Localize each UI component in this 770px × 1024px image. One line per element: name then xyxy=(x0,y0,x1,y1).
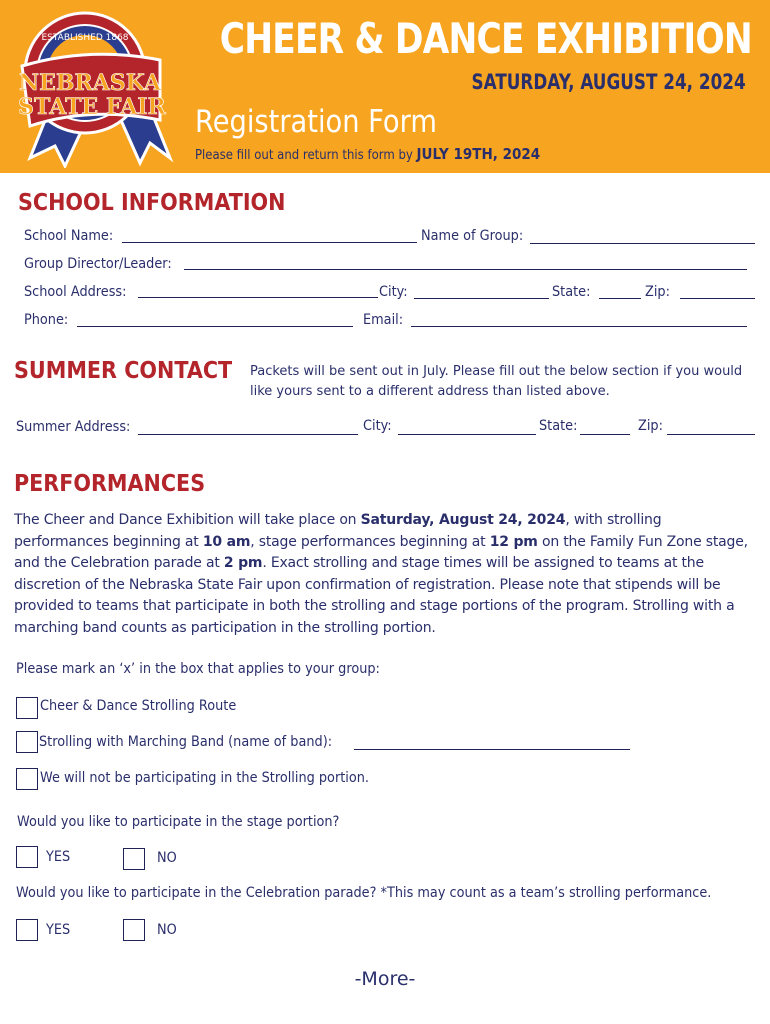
marching-band-checkbox[interactable] xyxy=(16,731,38,753)
summer-address-field[interactable] xyxy=(138,434,358,435)
stage-yes-label: YES xyxy=(46,849,71,865)
parade-no-checkbox[interactable] xyxy=(123,919,145,941)
logo-line2-text: STATE FAIR xyxy=(18,94,166,120)
phone-field[interactable] xyxy=(77,326,353,327)
stage-yes-checkbox[interactable] xyxy=(16,846,38,868)
group-name-label: Name of Group: xyxy=(421,228,524,244)
summer-state-label: State: xyxy=(539,418,578,434)
not-strolling-label: We will not be participating in the Strolling portion. xyxy=(40,770,370,786)
school-address-field[interactable] xyxy=(138,297,378,298)
school-zip-field[interactable] xyxy=(680,298,755,299)
summer-state-field[interactable] xyxy=(580,434,630,435)
marching-band-label: Strolling with Marching Band (name of band): xyxy=(39,734,333,750)
parade-question: Would you like to participate in the Celebration parade? *This may count as a team’s strolling performance. xyxy=(16,885,712,901)
summer-city-field[interactable] xyxy=(398,434,536,435)
form-title: Registration Form xyxy=(195,104,437,140)
school-state-label: State: xyxy=(552,284,591,300)
performances-heading: PERFORMANCES xyxy=(14,471,206,497)
summer-contact-note: Packets will be sent out in July. Please fill out the below section if you would like yours sent to a different address than listed above. xyxy=(250,364,743,399)
return-deadline xyxy=(195,145,540,163)
school-address-label: School Address: xyxy=(24,284,127,300)
phone-label: Phone: xyxy=(24,312,69,328)
return-date: JULY 19TH, 2024 xyxy=(416,145,541,163)
stage-no-checkbox[interactable] xyxy=(123,848,145,870)
group-name-field[interactable] xyxy=(530,243,755,244)
summer-zip-label: Zip: xyxy=(638,418,663,434)
mark-instruction: Please mark an ‘x’ in the box that applies to your group: xyxy=(16,661,380,677)
email-field[interactable] xyxy=(411,326,747,327)
stage-question: Would you like to participate in the stage portion? xyxy=(17,814,340,830)
director-field[interactable] xyxy=(184,269,747,270)
summer-address-label: Summer Address: xyxy=(16,419,131,435)
email-label: Email: xyxy=(363,312,404,328)
school-name-field[interactable] xyxy=(122,242,417,243)
parade-yes-checkbox[interactable] xyxy=(16,919,38,941)
school-city-label: City: xyxy=(379,284,408,300)
strolling-route-label: Cheer & Dance Strolling Route xyxy=(40,698,237,714)
school-name-label: School Name: xyxy=(24,228,114,244)
school-zip-label: Zip: xyxy=(645,284,670,300)
parade-yes-label: YES xyxy=(46,922,71,938)
logo-established-text: ESTABLISHED 1868 xyxy=(41,33,129,43)
stage-no-label: NO xyxy=(157,850,177,866)
school-state-field[interactable] xyxy=(599,298,641,299)
summer-contact-heading: SUMMER CONTACT xyxy=(14,358,233,384)
return-prefix: Please fill out and return this form by xyxy=(195,148,413,163)
school-information-heading: SCHOOL INFORMATION xyxy=(18,190,286,216)
event-date: SATURDAY, AUGUST 24, 2024 xyxy=(471,70,746,94)
summer-zip-field[interactable] xyxy=(667,434,755,435)
performances-description: The Cheer and Dance Exhibition will take place on Saturday, August 24, 2024, with strolling performances beginning at 10 am, stage performances beginning at 12 pm on the Family Fun Zone stage, and the Celebration parade at 2 pm. Exact strolling and stage times will be assigned to teams at the discretion of the Nebraska State Fair upon confirmation of registration. Please note that stipends will be provided to teams that participate in both the strolling and stage portions of the program. Strolling with a marching band counts as participation in the strolling portion. xyxy=(14,512,748,636)
logo-line1-text: NEBRASKA xyxy=(18,70,162,96)
parade-no-label: NO xyxy=(157,922,177,938)
strolling-route-checkbox[interactable] xyxy=(16,697,38,719)
event-title: CHEER & DANCE EXHIBITION xyxy=(219,14,752,63)
director-label: Group Director/Leader: xyxy=(24,256,172,272)
not-strolling-checkbox[interactable] xyxy=(16,768,38,790)
school-city-field[interactable] xyxy=(414,298,549,299)
more-indicator: -More- xyxy=(354,968,416,990)
nebraska-state-fair-logo xyxy=(10,8,190,168)
summer-city-label: City: xyxy=(363,418,392,434)
band-name-field[interactable] xyxy=(354,749,630,750)
